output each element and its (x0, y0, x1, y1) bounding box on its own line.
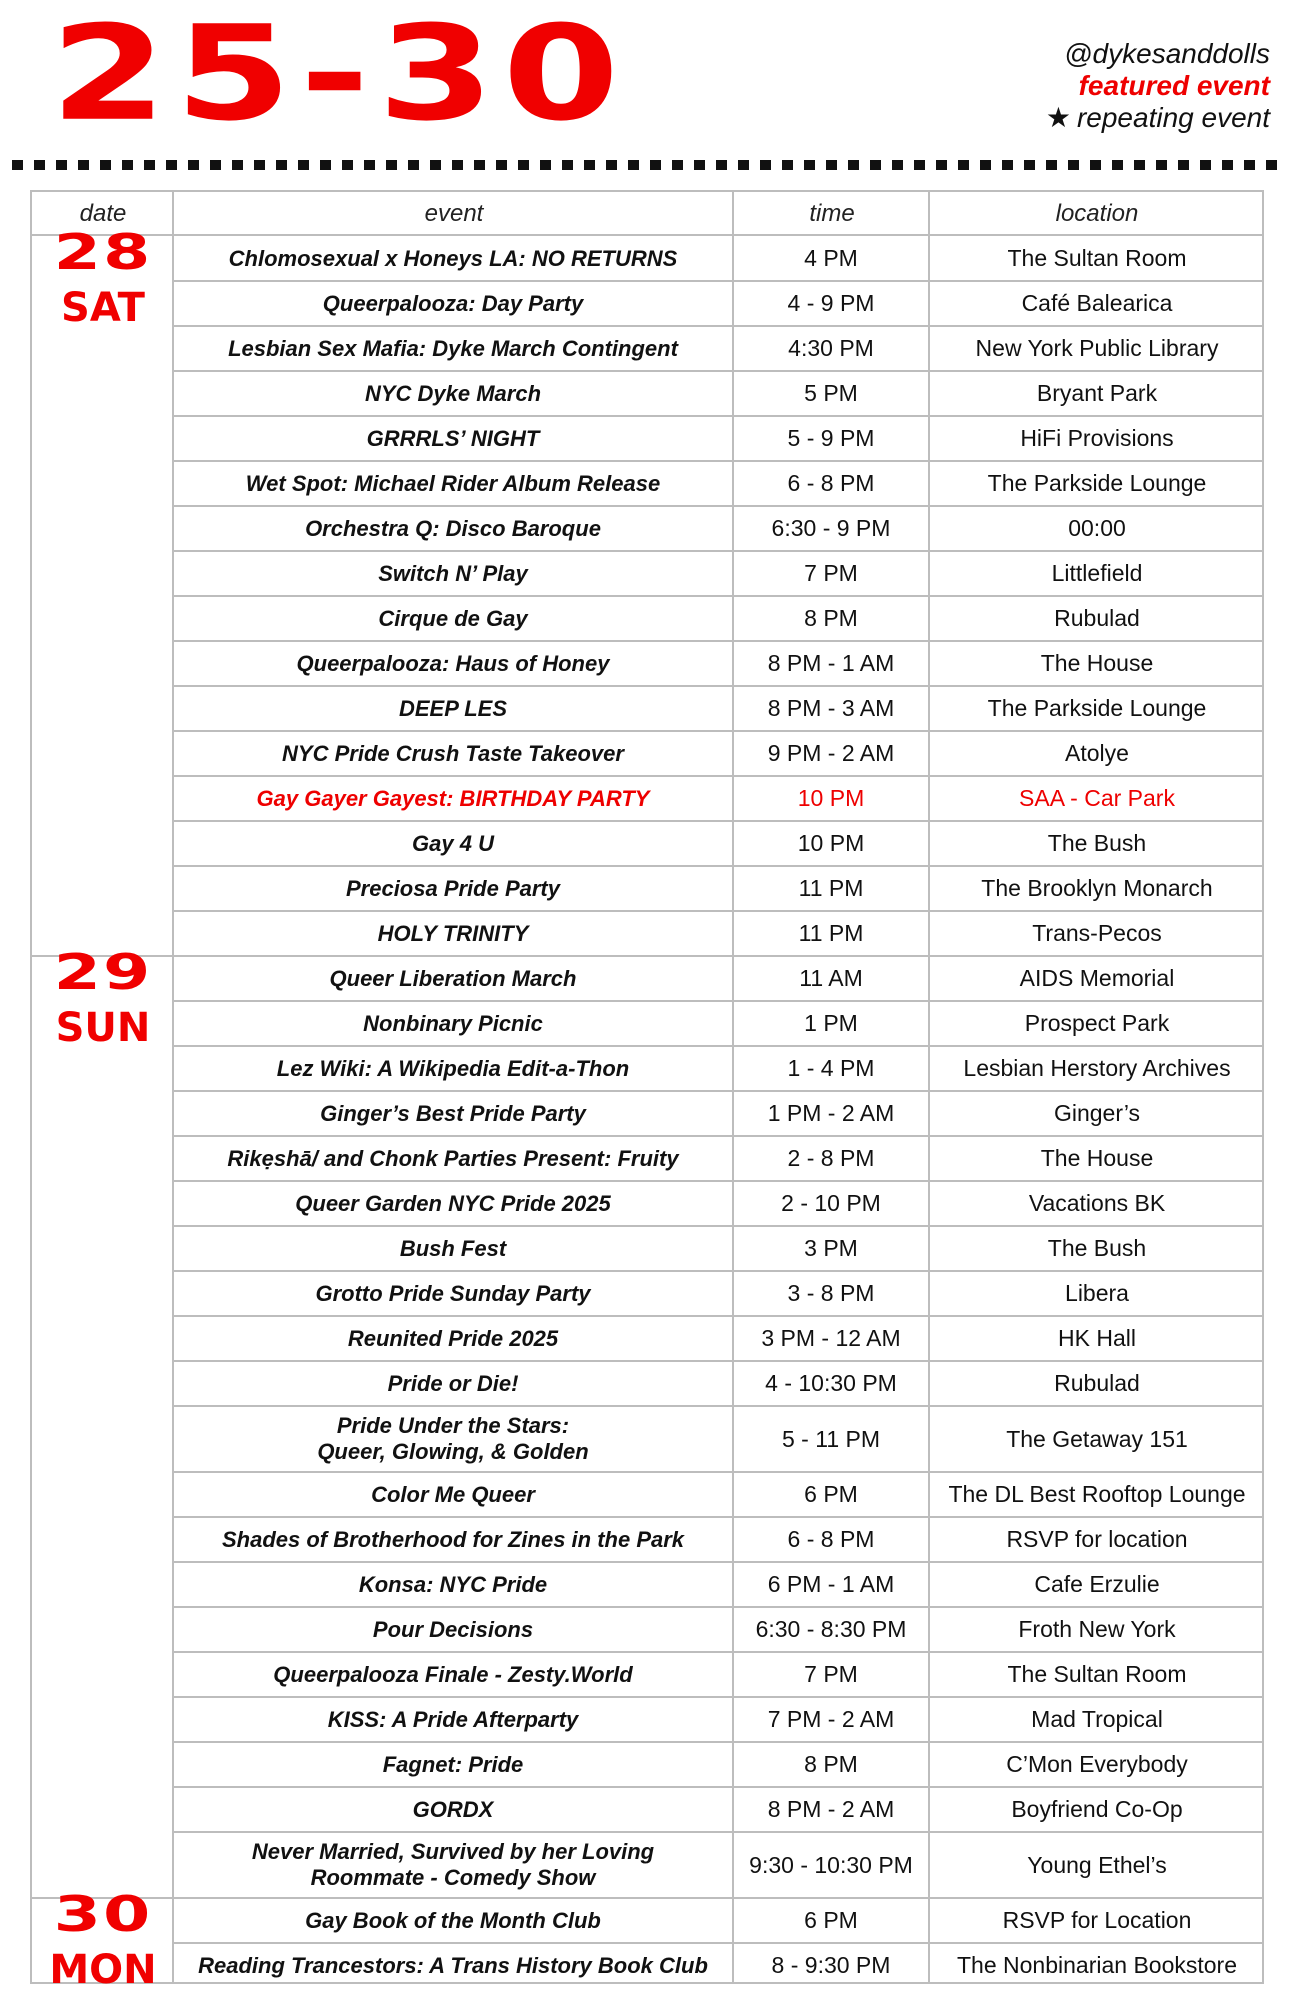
event-time: 9:30 - 10:30 PM (749, 1851, 913, 1878)
event-name: NYC Dyke March (364, 380, 542, 406)
event-time: 2 - 8 PM (787, 1145, 875, 1171)
event-name-cell (174, 1091, 732, 1136)
event-location: Trans-Pecos (1032, 920, 1162, 946)
event-location-cell (930, 1181, 1264, 1226)
event-location: RSVP for Location (1002, 1907, 1192, 1933)
event-time-cell (734, 1316, 928, 1361)
event-location-cell (930, 1316, 1264, 1361)
event-name: Gay Gayer Gayest: BIRTHDAY PARTY (256, 785, 650, 811)
star-icon: ★ (1045, 102, 1071, 133)
event-name-cell (174, 1517, 732, 1562)
event-location: Prospect Park (1024, 1010, 1170, 1036)
event-name-cell (174, 596, 732, 641)
event-time-cell (734, 1898, 928, 1943)
event-time: 6:30 - 9 PM (771, 515, 891, 541)
event-time-cell (734, 1607, 928, 1652)
dotted-divider (12, 160, 1282, 170)
event-location-cell (930, 866, 1264, 911)
day-number: 28 (53, 224, 153, 282)
event-location: Rubulad (1054, 605, 1140, 631)
event-location: HiFi Provisions (1020, 425, 1174, 451)
column-header-time: time (734, 192, 930, 236)
event-time-cell (734, 461, 928, 506)
event-location-cell (930, 911, 1264, 956)
event-location-cell (930, 236, 1264, 281)
event-time: 6 PM (804, 1907, 858, 1933)
event-time-cell (734, 956, 928, 1001)
event-name-cell (174, 1181, 732, 1226)
event-time: 5 - 11 PM (782, 1425, 880, 1452)
event-name-cell (174, 1787, 732, 1832)
event-time: 4:30 PM (788, 335, 874, 361)
day-number: 30 (53, 1886, 153, 1944)
event-name-cell (174, 911, 732, 956)
event-name-cell (174, 1832, 732, 1898)
event-location: The Sultan Room (1007, 1661, 1187, 1687)
event-time-cell (734, 1046, 928, 1091)
event-name: Gay 4 U (412, 830, 494, 856)
page-title: 25-30 (50, 0, 628, 150)
event-location: Froth New York (1018, 1616, 1176, 1642)
event-time-cell (734, 1271, 928, 1316)
event-location: The DL Best Rooftop Lounge (948, 1481, 1246, 1507)
event-time-cell (734, 1832, 928, 1898)
event-name-cell (174, 1697, 732, 1742)
event-time-cell (734, 1181, 928, 1226)
event-location: The Parkside Lounge (987, 695, 1207, 721)
event-time-cell (734, 1652, 928, 1697)
event-time-cell (734, 596, 928, 641)
event-name-cell (174, 1652, 732, 1697)
featured-event-legend: featured event (1078, 70, 1270, 101)
event-name-cell (174, 1943, 732, 1988)
event-location: The Parkside Lounge (987, 470, 1207, 496)
event-name: Lesbian Sex Mafia: Dyke March Contingent (228, 335, 678, 361)
event-name: Fagnet: Pride (382, 1751, 524, 1777)
event-location-cell (930, 1136, 1264, 1181)
event-time-cell (734, 1226, 928, 1271)
event-location: Libera (1065, 1280, 1129, 1306)
event-location-cell (930, 1001, 1264, 1046)
event-name: Pour Decisions (372, 1616, 534, 1642)
column-header-location: location (930, 192, 1264, 236)
event-name: Cirque de Gay (378, 605, 528, 631)
event-name: HOLY TRINITY (377, 920, 529, 946)
event-name: Konsa: NYC Pride (358, 1571, 548, 1597)
event-name: Queerpalooza Finale - Zesty.World (273, 1661, 633, 1687)
event-name: Reunited Pride 2025 (347, 1325, 559, 1351)
event-name-cell (174, 956, 732, 1001)
event-name-cell (174, 1001, 732, 1046)
event-location-cell (930, 416, 1264, 461)
event-name-cell (174, 1607, 732, 1652)
event-name: DEEP LES (399, 695, 507, 721)
event-time: 5 - 9 PM (787, 425, 875, 451)
event-name: KISS: A Pride Afterparty (327, 1706, 579, 1732)
repeating-event-legend (1046, 102, 1270, 134)
event-name-cell (174, 641, 732, 686)
event-name: Queer Garden NYC Pride 2025 (295, 1190, 611, 1216)
event-name: Queerpalooza: Day Party (322, 290, 584, 316)
event-time-cell (734, 1091, 928, 1136)
event-location: Café Balearica (1021, 290, 1173, 316)
event-time-cell (734, 1136, 928, 1181)
event-time: 2 - 10 PM (781, 1190, 881, 1216)
event-time: 7 PM (804, 1661, 858, 1687)
event-name: Color Me Queer (371, 1481, 535, 1507)
event-name: Reading Trancestors: A Trans History Book Club (198, 1952, 708, 1978)
event-location-cell (930, 551, 1264, 596)
event-name-cell (174, 1316, 732, 1361)
event-name-cell (174, 506, 732, 551)
event-location-cell (930, 506, 1264, 551)
event-time: 3 PM (804, 1235, 858, 1261)
event-location: C’Mon Everybody (1006, 1751, 1188, 1777)
event-name-cell (174, 281, 732, 326)
event-location-cell (930, 1046, 1264, 1091)
event-name: Gay Book of the Month Club (305, 1907, 601, 1933)
event-location-cell (930, 1517, 1264, 1562)
event-name-cell (174, 551, 732, 596)
event-time: 1 PM (804, 1010, 858, 1036)
event-time-cell (734, 821, 928, 866)
event-location: The Bush (1047, 1235, 1147, 1261)
column-header-event: event (174, 192, 734, 236)
event-name: Ginger’s Best Pride Party (320, 1100, 586, 1126)
event-name-cell (174, 1361, 732, 1406)
event-time: 7 PM (804, 560, 858, 586)
event-location-cell (930, 1271, 1264, 1316)
event-time-cell (734, 1406, 928, 1472)
event-location-cell (930, 1898, 1264, 1943)
event-time-cell (734, 686, 928, 731)
event-name-cell (174, 1562, 732, 1607)
event-name: Rikẹshā/ and Chonk Parties Present: Fruity (227, 1145, 679, 1171)
event-location: Vacations BK (1028, 1190, 1166, 1216)
event-location-cell (930, 731, 1264, 776)
event-location: The Getaway 151 (1006, 1425, 1188, 1452)
event-location-cell (930, 1943, 1264, 1988)
event-name-cell (174, 236, 732, 281)
event-time: 4 PM (804, 245, 858, 271)
event-time: 11 AM (799, 965, 863, 991)
event-name-cell (174, 1271, 732, 1316)
event-location: Lesbian Herstory Archives (963, 1055, 1231, 1081)
event-time: 6:30 - 8:30 PM (755, 1616, 907, 1642)
event-name-cell (174, 731, 732, 776)
event-name-cell (174, 461, 732, 506)
event-time: 8 PM - 3 AM (767, 695, 895, 721)
event-name-cell (174, 866, 732, 911)
event-time-cell (734, 641, 928, 686)
event-location-cell (930, 1607, 1264, 1652)
event-location: Bryant Park (1036, 380, 1158, 406)
event-location: RSVP for location (1006, 1526, 1188, 1552)
event-time: 8 PM (804, 605, 858, 631)
event-name: NYC Pride Crush Taste Takeover (282, 740, 624, 766)
event-name: Grotto Pride Sunday Party (315, 1280, 591, 1306)
event-time: 11 PM (798, 920, 864, 946)
event-location-cell (930, 1697, 1264, 1742)
event-time-cell (734, 866, 928, 911)
event-name: Queer Liberation March (329, 965, 577, 991)
event-location-cell (930, 281, 1264, 326)
event-name-cell (174, 821, 732, 866)
event-time-cell (734, 506, 928, 551)
event-location: AIDS Memorial (1019, 965, 1175, 991)
event-name-cell (174, 371, 732, 416)
event-location: The Nonbinarian Bookstore (957, 1952, 1237, 1978)
event-location-cell (930, 596, 1264, 641)
event-name: Orchestra Q: Disco Baroque (305, 515, 601, 541)
event-name: Nonbinary Picnic (363, 1010, 543, 1036)
event-time-cell (734, 1562, 928, 1607)
event-location: The Brooklyn Monarch (981, 875, 1213, 901)
day-name: MON (49, 1947, 157, 1993)
event-time-cell (734, 551, 928, 596)
event-name: Pride Under the Stars: Queer, Glowing, & Golden (317, 1413, 589, 1464)
event-time: 10 PM (797, 830, 865, 856)
event-name-cell (174, 326, 732, 371)
event-location: Ginger’s (1053, 1100, 1141, 1126)
event-time: 4 - 9 PM (787, 290, 875, 316)
event-location: New York Public Library (975, 335, 1219, 361)
event-location-cell (930, 641, 1264, 686)
event-time: 8 - 9:30 PM (771, 1952, 891, 1978)
event-time: 1 PM - 2 AM (767, 1100, 895, 1126)
event-location-cell (930, 1406, 1264, 1472)
event-name: Switch N’ Play (378, 560, 528, 586)
event-location: Atolye (1065, 740, 1129, 766)
event-location: Mad Tropical (1031, 1706, 1163, 1732)
event-time-cell (734, 776, 928, 821)
event-name-cell (174, 686, 732, 731)
event-time-cell (734, 1472, 928, 1517)
event-time-cell (734, 1517, 928, 1562)
event-location: Young Ethel’s (1027, 1851, 1167, 1878)
event-location: Cafe Erzulie (1034, 1571, 1160, 1597)
event-location: HK Hall (1058, 1325, 1136, 1351)
column-header-date: date (32, 192, 174, 236)
event-name-cell (174, 1898, 732, 1943)
event-time-cell (734, 1787, 928, 1832)
social-handle: @dykesanddolls (1064, 38, 1270, 69)
event-location-cell (930, 1742, 1264, 1787)
event-name-cell (174, 776, 732, 821)
day-name: SUN (55, 1005, 151, 1051)
event-name-cell (174, 1046, 732, 1091)
event-name-cell (174, 416, 732, 461)
event-location-cell (930, 1832, 1264, 1898)
event-time: 5 PM (804, 380, 858, 406)
event-location: The House (1040, 1145, 1154, 1171)
event-name: Shades of Brotherhood for Zines in the Park (221, 1526, 685, 1552)
event-time: 4 - 10:30 PM (765, 1370, 897, 1396)
event-location-cell (930, 1226, 1264, 1271)
event-time-cell (734, 911, 928, 956)
event-time-cell (734, 236, 928, 281)
event-time-cell (734, 371, 928, 416)
event-location-cell (930, 1787, 1264, 1832)
event-time-cell (734, 731, 928, 776)
event-time-cell (734, 1361, 928, 1406)
event-location-cell (930, 326, 1264, 371)
event-name: Wet Spot: Michael Rider Album Release (245, 470, 661, 496)
event-time: 3 PM - 12 AM (761, 1325, 901, 1351)
event-location: Boyfriend Co-Op (1011, 1796, 1183, 1822)
event-time: 9 PM - 2 AM (767, 740, 895, 766)
event-name-cell (174, 1742, 732, 1787)
event-time-cell (734, 281, 928, 326)
event-name: Lez Wiki: A Wikipedia Edit-a-Thon (276, 1055, 630, 1081)
event-time: 6 PM (804, 1481, 858, 1507)
event-time: 10 PM (797, 785, 865, 811)
event-location: The House (1040, 650, 1154, 676)
day-name: SAT (61, 285, 145, 331)
event-name: Preciosa Pride Party (345, 875, 560, 901)
events-table (30, 190, 1264, 1993)
event-name: Bush Fest (399, 1235, 507, 1261)
event-name: Queerpalooza: Haus of Honey (296, 650, 610, 676)
event-location-cell (930, 1361, 1264, 1406)
event-time-cell (734, 1943, 928, 1988)
event-location: The Sultan Room (1007, 245, 1187, 271)
event-time: 8 PM (804, 1751, 858, 1777)
event-location-cell (930, 461, 1264, 506)
event-location-cell (930, 1652, 1264, 1697)
event-time: 6 PM - 1 AM (767, 1571, 895, 1597)
event-location-cell (930, 371, 1264, 416)
event-location: Rubulad (1054, 1370, 1140, 1396)
event-time-cell (734, 1742, 928, 1787)
repeating-event-label: repeating event (1076, 102, 1270, 133)
event-location-cell (930, 686, 1264, 731)
event-time: 8 PM - 1 AM (767, 650, 895, 676)
event-location-cell (930, 956, 1264, 1001)
event-location-cell (930, 1562, 1264, 1607)
event-location: SAA - Car Park (1019, 785, 1175, 811)
event-time: 3 - 8 PM (787, 1280, 875, 1306)
legend (1046, 38, 1270, 134)
event-location-cell (930, 1091, 1264, 1136)
event-time: 8 PM - 2 AM (767, 1796, 895, 1822)
event-time: 11 PM (798, 875, 864, 901)
event-time: 6 - 8 PM (787, 470, 875, 496)
event-location-cell (930, 1472, 1264, 1517)
event-time-cell (734, 1697, 928, 1742)
event-name-cell (174, 1406, 732, 1472)
event-time-cell (734, 1001, 928, 1046)
event-location: Littlefield (1051, 560, 1143, 586)
event-location: The Bush (1047, 830, 1147, 856)
event-location-cell (930, 821, 1264, 866)
event-name-cell (174, 1472, 732, 1517)
event-name: GORDX (412, 1796, 494, 1822)
event-time-cell (734, 416, 928, 461)
event-name: Never Married, Survived by her Loving Roommate - Comedy Show (251, 1839, 655, 1890)
event-time: 6 - 8 PM (787, 1526, 875, 1552)
event-time: 1 - 4 PM (787, 1055, 875, 1081)
event-name: Chlomosexual x Honeys LA: NO RETURNS (228, 245, 678, 271)
event-location: 00:00 (1068, 515, 1126, 541)
event-time: 7 PM - 2 AM (767, 1706, 895, 1732)
event-location-cell (930, 776, 1264, 821)
event-name: GRRRLS’ NIGHT (366, 425, 540, 451)
event-name-cell (174, 1226, 732, 1271)
event-time-cell (734, 326, 928, 371)
day-number: 29 (53, 944, 153, 1002)
event-name: Pride or Die! (387, 1370, 519, 1396)
event-name-cell (174, 1136, 732, 1181)
